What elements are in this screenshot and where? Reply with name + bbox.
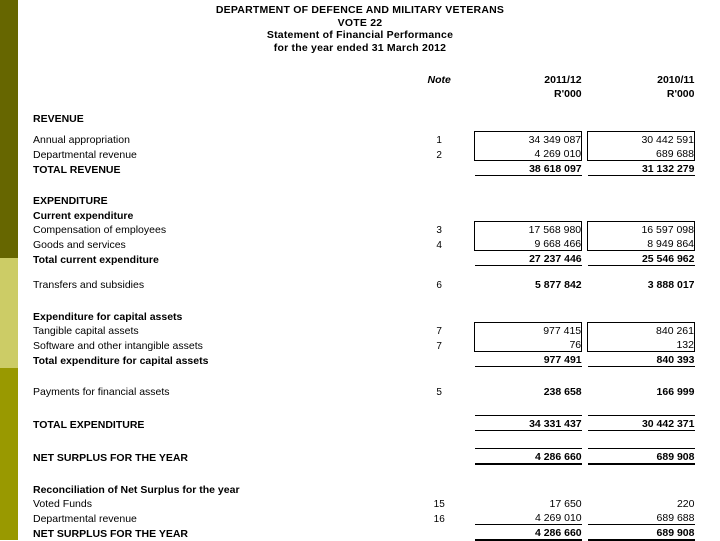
vote-number: VOTE 22 [337, 16, 383, 29]
column-header-current-year: 2011/12 [544, 74, 582, 86]
row-note: 15 [433, 499, 445, 510]
row-note: 16 [433, 513, 445, 525]
statement-type: Statement of Financial Performance [266, 29, 454, 42]
capital-assets-heading: Expenditure for capital assets [33, 310, 183, 323]
statement-period: for the year ended 31 March 2012 [273, 41, 447, 54]
unit-current-year: R'000 [554, 88, 582, 100]
row-value-current: 977 415 [475, 323, 582, 338]
net-surplus-label: NET SURPLUS FOR THE YEAR [33, 452, 188, 464]
current-expenditure-heading: Current expenditure [33, 209, 134, 222]
total-label: Total expenditure for capital assets [33, 354, 209, 367]
table-total-row [33, 525, 695, 541]
row-value-prior: 3 888 017 [647, 279, 695, 291]
row-value-current: 4 269 010 [475, 146, 582, 161]
row-note: 4 [436, 239, 442, 251]
row-value-current: 5 877 842 [534, 279, 582, 291]
table-row [33, 323, 695, 338]
row-value-prior: 220 [676, 498, 695, 510]
row-label: Tangible capital assets [33, 325, 139, 337]
page-title: DEPARTMENT OF DEFENCE AND MILITARY VETERANS [215, 4, 505, 16]
subsection-heading-current-expenditure [33, 207, 695, 222]
table-row [33, 132, 695, 147]
row-value-prior: 689 688 [588, 146, 695, 161]
row-note: 7 [436, 326, 442, 337]
row-value-prior: 689 688 [588, 510, 695, 525]
row-value-prior: 132 [588, 337, 695, 352]
net-surplus-value-current: 4 286 660 [475, 449, 582, 465]
expenditure-heading: EXPENDITURE [33, 195, 108, 207]
table-unit-row [33, 86, 695, 100]
net-surplus-value-prior: 689 908 [588, 449, 695, 465]
total-value-current: 977 491 [475, 352, 582, 367]
row-label: Annual appropriation [33, 134, 130, 146]
table-row [33, 337, 695, 352]
total-value-current: 27 237 446 [475, 251, 582, 266]
table-total-row [33, 449, 695, 465]
row-value-current: 17 568 980 [475, 222, 582, 237]
table-header-row [33, 72, 695, 86]
table-row [33, 510, 695, 525]
section-heading-expenditure [33, 193, 695, 207]
row-value-current: 17 650 [549, 498, 582, 510]
revenue-heading: REVENUE [33, 113, 84, 125]
row-value-current: 238 658 [543, 386, 582, 398]
financial-performance-table [33, 72, 695, 541]
total-value-current: 4 286 660 [475, 525, 582, 541]
table-total-row [33, 416, 695, 431]
reconciliation-heading: Reconciliation of Net Surplus for the year [33, 484, 240, 496]
table-row [33, 222, 695, 237]
table-row [33, 236, 695, 251]
row-value-current: 76 [475, 337, 582, 352]
row-label: Departmental revenue [33, 512, 137, 525]
total-value-current: 38 618 097 [475, 161, 582, 176]
section-heading-revenue [33, 111, 695, 125]
row-note: 6 [436, 280, 442, 291]
total-value-prior: 31 132 279 [588, 161, 695, 176]
row-label: Software and other intangible assets [33, 339, 203, 352]
row-note: 5 [436, 387, 442, 398]
subsection-heading-capital-assets [33, 308, 695, 323]
row-label: Payments for financial assets [33, 386, 170, 398]
row-note: 3 [436, 225, 442, 236]
row-label: Goods and services [33, 238, 126, 251]
total-label: TOTAL EXPENDITURE [33, 418, 145, 431]
total-label: NET SURPLUS FOR THE YEAR [33, 528, 188, 540]
row-value-current: 9 668 466 [475, 236, 582, 251]
total-label: Total current expenditure [33, 253, 159, 266]
total-value-prior: 25 546 962 [588, 251, 695, 266]
total-value-prior: 30 442 371 [588, 416, 695, 431]
row-value-prior: 840 261 [588, 323, 695, 338]
row-label: Transfers and subsidies [33, 279, 145, 291]
row-value-current: 34 349 087 [475, 132, 582, 147]
row-value-prior: 8 949 864 [588, 236, 695, 251]
row-note: 1 [436, 135, 442, 146]
table-total-row [33, 161, 695, 176]
row-value-prior: 30 442 591 [588, 132, 695, 147]
row-label: Departmental revenue [33, 148, 137, 161]
row-label: Voted Funds [33, 498, 92, 510]
row-note: 2 [436, 149, 442, 161]
total-label: TOTAL REVENUE [33, 163, 121, 176]
row-value-prior: 16 597 098 [588, 222, 695, 237]
column-header-note: Note [427, 74, 451, 86]
table-row [33, 496, 695, 510]
table-row [33, 146, 695, 161]
table-row [33, 384, 695, 398]
section-heading-reconciliation [33, 482, 695, 496]
row-value-current: 4 269 010 [475, 510, 582, 525]
total-value-prior: 689 908 [588, 525, 695, 541]
row-value-prior: 166 999 [656, 386, 695, 398]
row-note: 7 [436, 340, 442, 352]
table-row [33, 277, 695, 291]
column-header-prior-year: 2010/11 [657, 74, 695, 86]
total-value-prior: 840 393 [588, 352, 695, 367]
total-value-current: 34 331 437 [475, 416, 582, 431]
table-total-row [33, 352, 695, 367]
unit-prior-year: R'000 [666, 88, 695, 100]
table-total-row [33, 251, 695, 266]
row-label: Compensation of employees [33, 224, 167, 236]
document-title-block [0, 0, 720, 54]
